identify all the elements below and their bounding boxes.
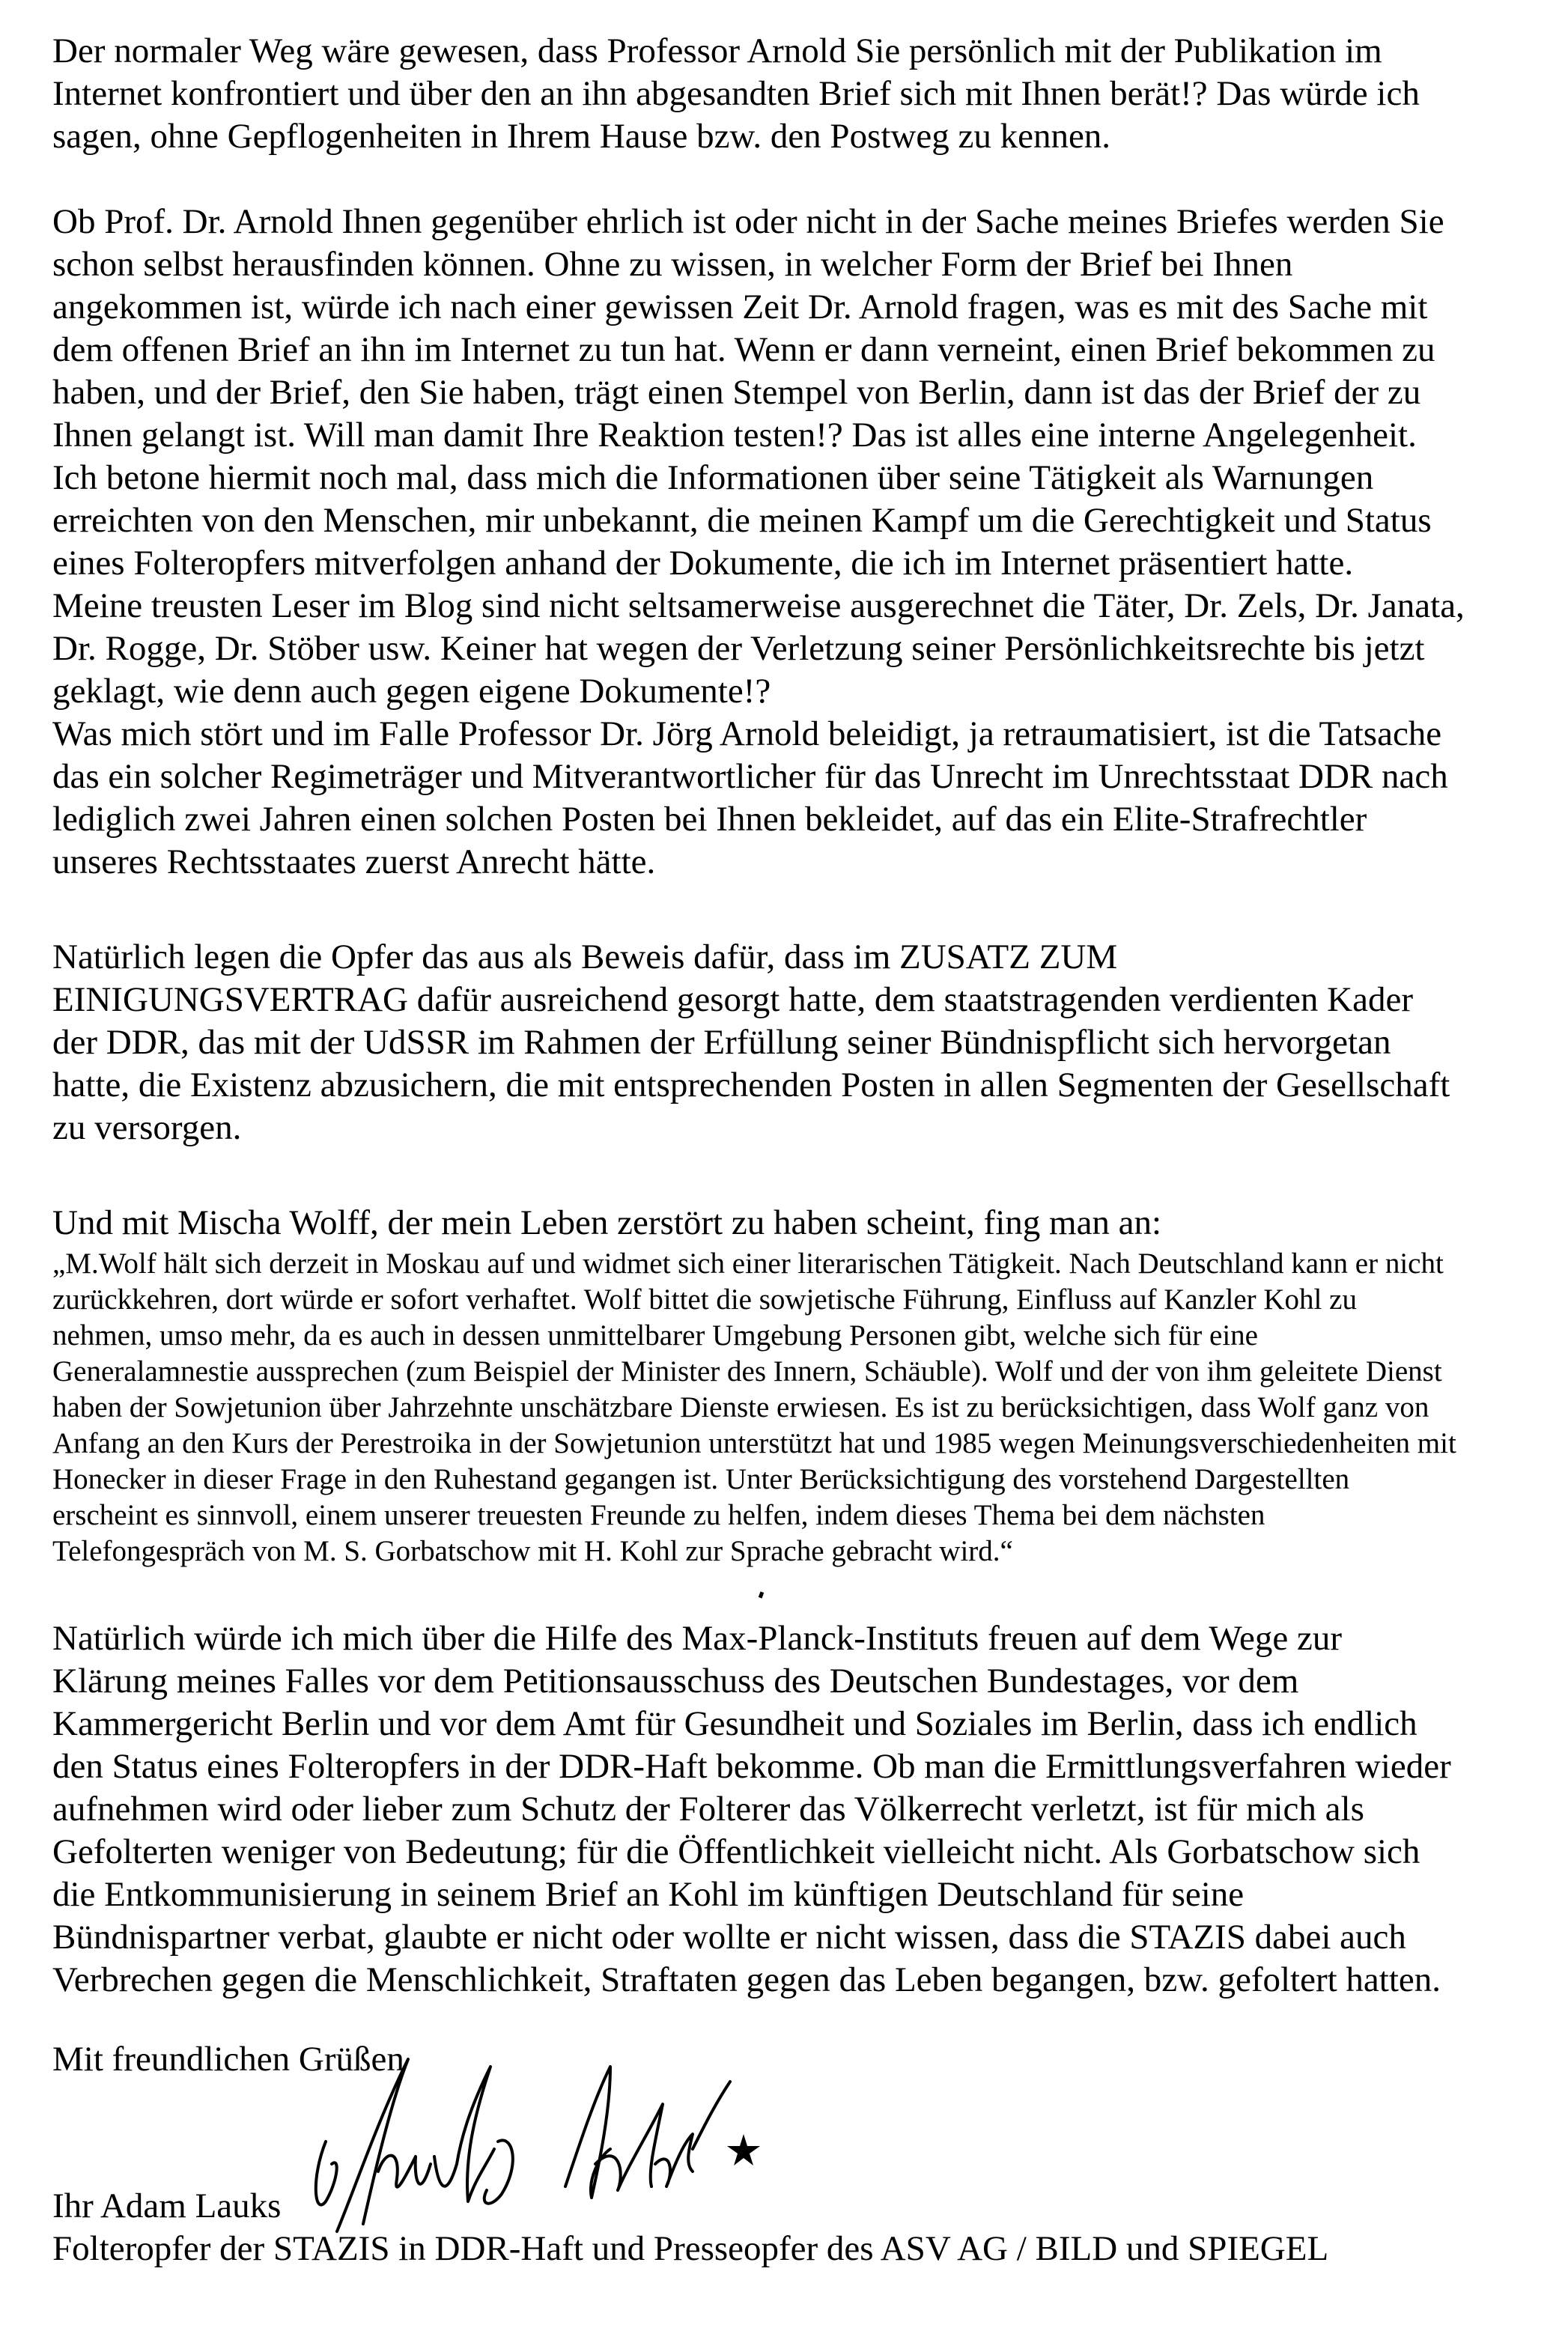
quote-line: Anfang an den Kurs der Perestroika in der Sowjetunion unterstützt hat und 1985 wegen Meinungsverschiedenheiten mit	[52, 1427, 1456, 1459]
handwritten-signature	[296, 2052, 805, 2254]
paragraph-2-line: erreichten von den Menschen, mir unbekannt, die meinen Kampf um die Gerechtigkeit und Status	[52, 501, 1432, 540]
paragraph-1-line: sagen, ohne Gepflogenheiten in Ihrem Hause bzw. den Postweg zu kennen.	[52, 117, 1111, 156]
paragraph-2-line: Dr. Rogge, Dr. Stöber usw. Keiner hat wegen der Verletzung seiner Persönlichkeitsrechte bis jetzt	[52, 629, 1425, 668]
paragraph-2-line: das ein solcher Regimeträger und Mitverantwortlicher für das Unrecht im Unrechtsstaat DDR nach	[52, 757, 1448, 796]
scan-speck	[759, 1591, 764, 1598]
paragraph-3-line: zu versorgen.	[52, 1108, 242, 1147]
paragraph-1-line: Der normaler Weg wäre gewesen, dass Professor Arnold Sie persönlich mit der Publikation im	[52, 31, 1382, 70]
quote-line: erscheint es sinnvoll, einem unserer treuesten Freunde zu helfen, indem dieses Thema bei dem nächsten	[52, 1499, 1265, 1531]
closing-paragraph-line: Kammergericht Berlin und vor dem Amt für Gesundheit und Soziales im Berlin, dass ich endlich	[52, 1704, 1417, 1743]
closing-paragraph-line: den Status eines Folteropfers in der DDR-Haft bekomme. Ob man die Ermittlungsverfahren wieder	[52, 1747, 1451, 1786]
quote-intro-line: Und mit Mischa Wolff, der mein Leben zerstört zu haben scheint, fing man an:	[52, 1203, 1162, 1242]
paragraph-2-line: Ich betone hiermit noch mal, dass mich die Informationen über seine Tätigkeit als Warnungen	[52, 458, 1374, 497]
closing-paragraph-line: aufnehmen wird oder lieber zum Schutz der Folterer das Völkerrecht verletzt, ist für mich als	[52, 1790, 1364, 1829]
closing-paragraph-line: Bündnispartner verbat, glaubte er nicht oder wollte er nicht wissen, dass die STAZIS dabei auch	[52, 1918, 1406, 1957]
quote-line: Generalamnestie aussprechen (zum Beispiel der Minister des Innern, Schäuble). Wolf und der von ihm geleitete Dienst	[52, 1355, 1442, 1388]
closing-paragraph-line: Verbrechen gegen die Menschlichkeit, Straftaten gegen das Leben begangen, bzw. gefoltert hatten.	[52, 1960, 1441, 1999]
paragraph-2-line: Meine treusten Leser im Blog sind nicht seltsamerweise ausgerechnet die Täter, Dr. Zels, Dr. Janata,	[52, 586, 1465, 625]
paragraph-3-line: EINIGUNGSVERTRAG dafür ausreichend gesorgt hatte, dem staatstragenden verdienten Kader	[52, 980, 1413, 1019]
quote-line: nehmen, umso mehr, da es auch in dessen unmittelbarer Umgebung Personen gibt, welche sich für eine	[52, 1319, 1258, 1352]
paragraph-3-line: der DDR, das mit der UdSSR im Rahmen der Erfüllung seiner Bündnispflicht sich hervorgetan	[52, 1023, 1391, 1062]
paragraph-2-line: Ob Prof. Dr. Arnold Ihnen gegenüber ehrlich ist oder nicht in der Sache meines Briefes werden Sie	[52, 202, 1444, 241]
paragraph-2-line: haben, und der Brief, den Sie haben, trägt einen Stempel von Berlin, dann ist das der Brief der zu	[52, 373, 1421, 412]
paragraph-2-line: eines Folteropfers mitverfolgen anhand der Dokumente, die ich im Internet präsentiert hatte.	[52, 544, 1354, 583]
closing-paragraph-line: Klärung meines Falles vor dem Petitionsausschuss des Deutschen Bundestages, vor dem	[52, 1662, 1299, 1701]
paragraph-3-line: Natürlich legen die Opfer das aus als Beweis dafür, dass im ZUSATZ ZUM	[52, 937, 1118, 976]
paragraph-3-line: hatte, die Existenz abzusichern, die mit entsprechenden Posten in allen Segmenten der Gesellschaft	[52, 1066, 1450, 1104]
paragraph-2-line: lediglich zwei Jahren einen solchen Posten bei Ihnen bekleidet, auf das ein Elite-Strafrechtler	[52, 800, 1367, 839]
paragraph-2-line: schon selbst herausfinden können. Ohne zu wissen, in welcher Form der Brief bei Ihnen	[52, 245, 1293, 284]
closing-paragraph-line: Natürlich würde ich mich über die Hilfe des Max-Planck-Instituts freuen auf dem Wege zur	[52, 1619, 1343, 1658]
quote-line: zurückkehren, dort würde er sofort verhaftet. Wolf bittet die sowjetische Führung, Einfluss auf Kanzler Kohl zu	[52, 1283, 1357, 1316]
quote-line: „M.Wolf hält sich derzeit in Moskau auf und widmet sich einer literarischen Tätigkeit. Nach Deutschland kann er nicht	[52, 1247, 1444, 1280]
greeting: Mit freundlichen Grüßen	[52, 2040, 404, 2079]
paragraph-2-line: geklagt, wie denn auch gegen eigene Dokumente!?	[52, 672, 771, 711]
paragraph-2-line: Was mich stört und im Falle Professor Dr. Jörg Arnold beleidigt, ja retraumatisiert, ist die Tatsache	[52, 714, 1442, 753]
paragraph-2-line: dem offenen Brief an ihn im Internet zu tun hat. Wenn er dann verneint, einen Brief bekommen zu	[52, 330, 1435, 369]
closing-paragraph-line: Gefolterten weniger von Bedeutung; für die Öffentlichkeit vielleicht nicht. Als Gorbatschow sich	[52, 1832, 1420, 1871]
quote-line: Telefongespräch von M. S. Gorbatschow mit H. Kohl zur Sprache gebracht wird.“	[52, 1535, 1013, 1567]
paragraph-2-line: Ihnen gelangt ist. Will man damit Ihre Reaktion testen!? Das ist alles eine interne Angelegenheit.	[52, 416, 1417, 455]
sender-title: Folteropfer der STAZIS in DDR-Haft und Presseopfer des ASV AG / BILD und SPIEGEL	[52, 2229, 1329, 2268]
paragraph-2-line: angekommen ist, würde ich nach einer gewissen Zeit Dr. Arnold fragen, was es mit des Sache mit	[52, 288, 1428, 326]
quote-line: Honecker in dieser Frage in den Ruhestand gegangen ist. Unter Berücksichtigung des vorstehend Dargestellten	[52, 1463, 1350, 1495]
paragraph-2-line: unseres Rechtsstaates zuerst Anrecht hätte.	[52, 842, 656, 881]
quote-line: haben der Sowjetunion über Jahrzehnte unschätzbare Dienste erwiesen. Es ist zu berücksichtigen, dass Wolf ganz von	[52, 1391, 1429, 1423]
closing-paragraph-line: die Entkommunisierung in seinem Brief an Kohl im künftigen Deutschland für seine	[52, 1875, 1245, 1914]
paragraph-1-line: Internet konfrontiert und über den an ihn abgesandten Brief sich mit Ihnen berät!? Das würde ich	[52, 74, 1420, 113]
sender-name: Ihr Adam Lauks	[52, 2186, 282, 2225]
